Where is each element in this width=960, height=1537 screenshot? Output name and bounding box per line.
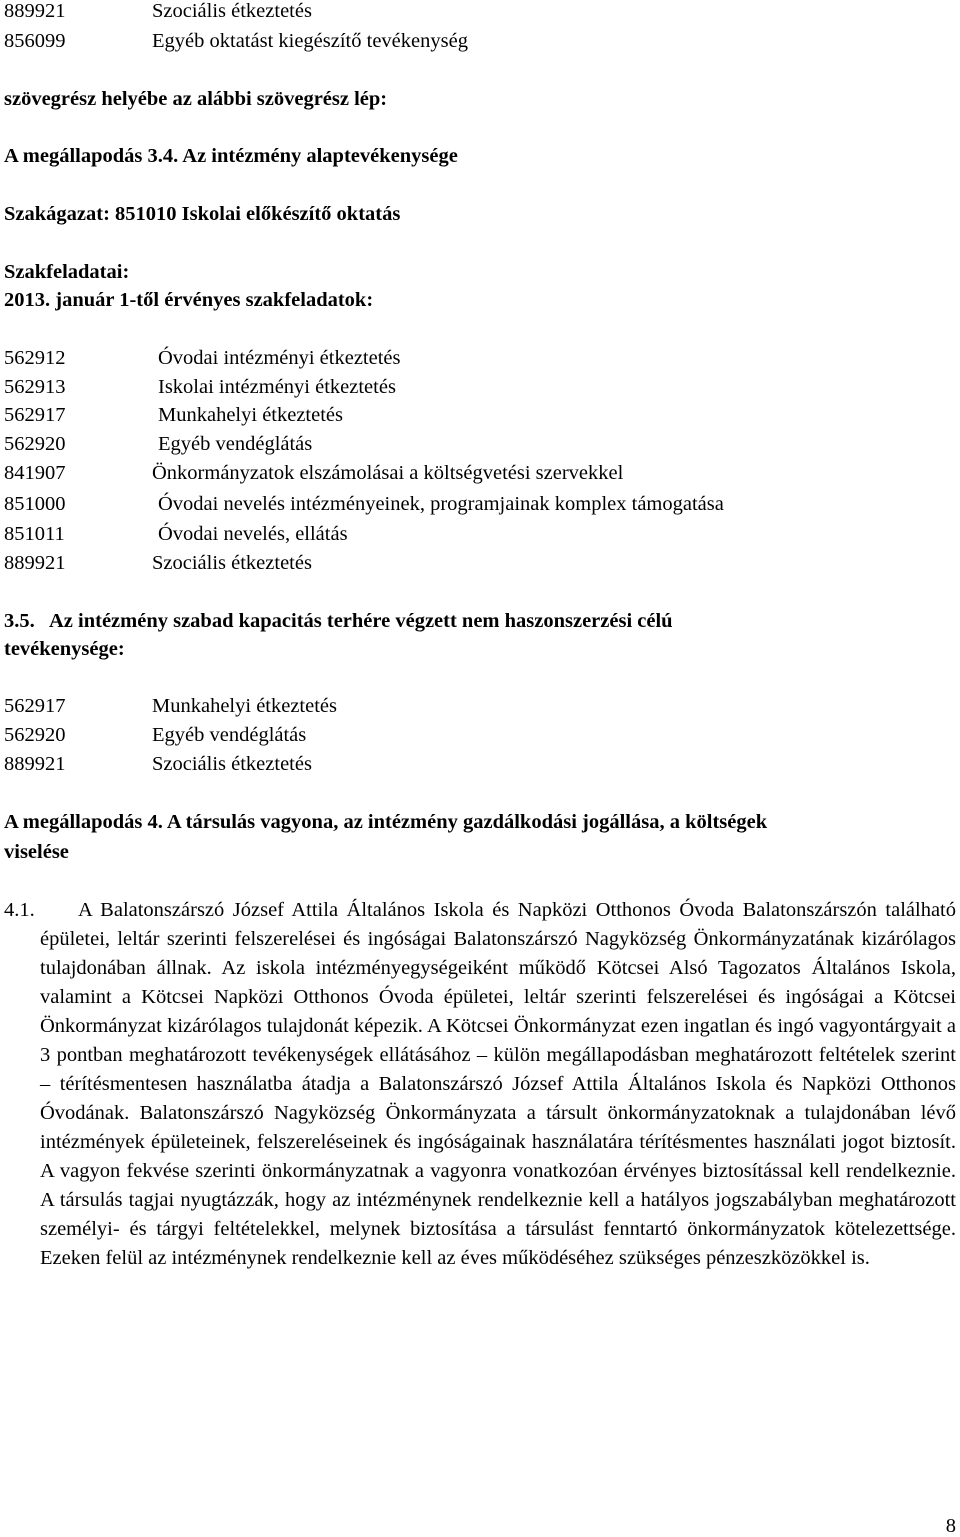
section-4-heading-cont: viselése [4, 841, 69, 863]
code: 562912 [4, 347, 66, 369]
replace-line: szövegrész helyébe az alábbi szövegrész lép: [4, 88, 388, 110]
paragraph-4-1 [40, 896, 956, 1273]
section-3-5-heading: 3.5. Az intézmény szabad kapacitás terhére végzett nem haszonszerzési célú [4, 610, 673, 632]
description: Munkahelyi étkeztetés [152, 695, 338, 717]
code: 562913 [4, 376, 66, 398]
description: Szociális étkeztetés [152, 552, 312, 574]
code: 562917 [4, 404, 66, 426]
paragraph-4-1-text: A Balatonszárszó József Attila Általános Iskola és Napközi Otthonos Óvoda Balatonszárszón található épületei, leltár szerinti felszerelései és ingóságai Balatonszárszó Nagyközség Önkormányzatának kizárólagos tulajdonában állnak. Az iskola intézményegységeiként működő Kötcsei Alsó Tagozatos Általános Iskola, valamint a Kötcsei Napközi Otthonos Óvoda épületei, leltár szerinti felszerelései és ingóságai a Kötcsei Önkormányzat kizárólagos tulajdonát képezik. A Kötcsei Önkormányzat ezen ingatlan és ingó vagyontárgyait a 3 pontban meghatározott tevékenységek ellátásához – külön megállapodásban meghatározott feltételek szerint – térítésmentesen használatba átadja a Balatonszárszó József Attila Általános Iskola és Napközi Otthonos Óvodának. Balatonszárszó Nagyközség Önkormányzata a társult önkormányzatoknak a tulajdonában lévő intézmények épületeinek, felszereléseinek és ingóságainak használatára térítésmentes használati jogot biztosít. A vagyon fekvése szerinti önkormányzatnak a vagyonra vonatkozóan érvényes biztosítással kell rendelkeznie. A társulás tagjai nyugtázzák, hogy az intézménynek rendelkeznie kell a hatályos jogszabályban meghatározott személyi- és tárgyi feltételekkel, melynek biztosítása a társulást fenntartó önkormányzatok kötelezettsége. Ezeken felül az intézménynek rendelkeznie kell az éves működéséhez szükséges pénzeszközökkel is. [40, 899, 956, 1269]
list-item [0, 373, 960, 401]
description: Óvodai nevelés intézményeinek, programjainak komplex támogatása [158, 493, 724, 515]
list-item [0, 490, 960, 518]
description: Önkormányzatok elszámolásai a költségvetési szervekkel [152, 462, 624, 484]
list-item [0, 430, 960, 458]
description: Szociális étkeztetés [152, 0, 312, 22]
list-item [0, 401, 960, 429]
section-3-4-heading: A megállapodás 3.4. Az intézmény alaptevékenysége [4, 145, 458, 167]
description: Óvodai nevelés, ellátás [158, 523, 348, 545]
list-item [0, 520, 960, 548]
description: Egyéb vendéglátás [152, 724, 307, 746]
description: Egyéb vendéglátás [158, 433, 313, 455]
list-item [0, 27, 960, 55]
list-item [0, 459, 960, 487]
page-number: 8 [945, 1515, 956, 1537]
code: 856099 [4, 30, 66, 52]
list-item [0, 721, 960, 749]
code: 841907 [4, 462, 66, 484]
code: 851000 [4, 493, 66, 515]
szakfeladatai-label: Szakfeladatai: [4, 261, 130, 283]
szakagazat-text: Szakágazat: 851010 Iskolai előkészítő oktatás [4, 203, 401, 225]
description: Munkahelyi étkeztetés [158, 404, 344, 426]
section-3-5-heading-cont: tevékenysége: [4, 638, 125, 660]
list-item [0, 344, 960, 372]
code: 889921 [4, 753, 66, 775]
code: 562920 [4, 724, 66, 746]
code: 562920 [4, 433, 66, 455]
list-item [0, 0, 960, 25]
description: Szociális étkeztetés [152, 753, 312, 775]
code: 889921 [4, 0, 66, 22]
description: Iskolai intézményi étkeztetés [158, 376, 396, 398]
list-item [0, 750, 960, 778]
description: Egyéb oktatást kiegészítő tevékenység [152, 30, 468, 52]
szakagazat-line [4, 200, 400, 228]
code: 851011 [4, 523, 65, 545]
list-item [0, 692, 960, 720]
paragraph-number: 4.1. [4, 899, 35, 921]
section-4-heading: A megállapodás 4. A társulás vagyona, az intézmény gazdálkodási jogállása, a költségek [4, 811, 768, 833]
code: 562917 [4, 695, 66, 717]
list-item [0, 549, 960, 577]
code: 889921 [4, 552, 66, 574]
valid-from-line: 2013. január 1-től érvényes szakfeladatok: [4, 289, 374, 311]
description: Óvodai intézményi étkeztetés [158, 347, 401, 369]
